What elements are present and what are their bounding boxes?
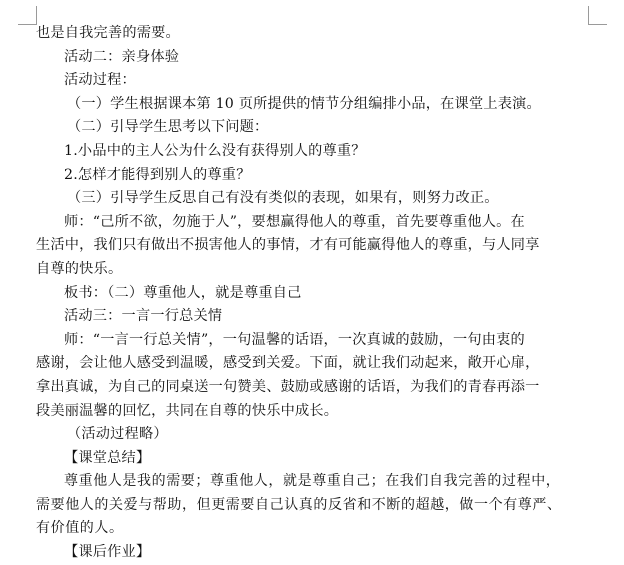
activity-two-heading: 活动二：亲身体验 xyxy=(64,48,180,65)
board-writing-line: 板书：（二）尊重他人，就是尊重自己 xyxy=(64,284,302,301)
paragraph-line: 也是自我完善的需要。 xyxy=(36,25,180,41)
homework-heading: 【课后作业】 xyxy=(64,544,151,561)
step-two-line: （二）引导学生思考以下问题： xyxy=(67,119,269,136)
teacher-paragraph-line: 生活中，我们只有做出不损害他人的事情，才有可能赢得他人的尊重，与人同享 xyxy=(36,237,540,254)
crop-mark-top-left xyxy=(18,6,37,25)
activity-process-label: 活动过程： xyxy=(64,72,136,89)
teacher-paragraph-line: 感谢，会让他人感受到温暖，感受到关爱。下面，就让我们动起来，敞开心扉， xyxy=(36,355,540,372)
question-two-line: 2.怎样才能得到别人的尊重？ xyxy=(64,166,251,183)
step-one-line: （一）学生根据课本第 10 页所提供的情节分组编排小品，在课堂上表演。 xyxy=(67,95,541,112)
teacher-paragraph-line: 自尊的快乐。 xyxy=(36,260,123,277)
activity-three-heading: 活动三：一言一行总关情 xyxy=(64,308,223,325)
class-summary-heading: 【课堂总结】 xyxy=(64,449,151,466)
summary-paragraph-line: 需要他人的关爱与帮助，但更需要自己认真的反省和不断的超越，做一个有尊严、 xyxy=(36,496,562,513)
summary-paragraph-line: 尊重他人是我的需要；尊重他人，就是尊重自己；在我们自我完善的过程中， xyxy=(64,473,561,490)
question-one-line: 1.小品中的主人公为什么没有获得别人的尊重？ xyxy=(64,142,366,159)
step-three-line: （三）引导学生反思自己有没有类似的表现，如果有，则努力改正。 xyxy=(67,190,499,207)
summary-paragraph-line: 有价值的人。 xyxy=(36,520,124,537)
teacher-paragraph-line: 师：“己所不欲，勿施于人”，要想赢得他人的尊重，首先要尊重他人。在 xyxy=(64,213,525,230)
teacher-paragraph-line: 拿出真诚，为自己的同桌送一句赞美、鼓励或感谢的话语，为我们的青春再添一 xyxy=(36,378,540,395)
teacher-paragraph-line: 师：“一言一行总关情”，一句温馨的话语，一次真诚的鼓励，一句由衷的 xyxy=(64,331,525,348)
document-body[interactable] xyxy=(36,22,596,565)
activity-omitted-note: （活动过程略） xyxy=(67,426,168,443)
teacher-paragraph-line: 段美丽温馨的回忆，共同在自尊的快乐中成长。 xyxy=(36,402,339,419)
